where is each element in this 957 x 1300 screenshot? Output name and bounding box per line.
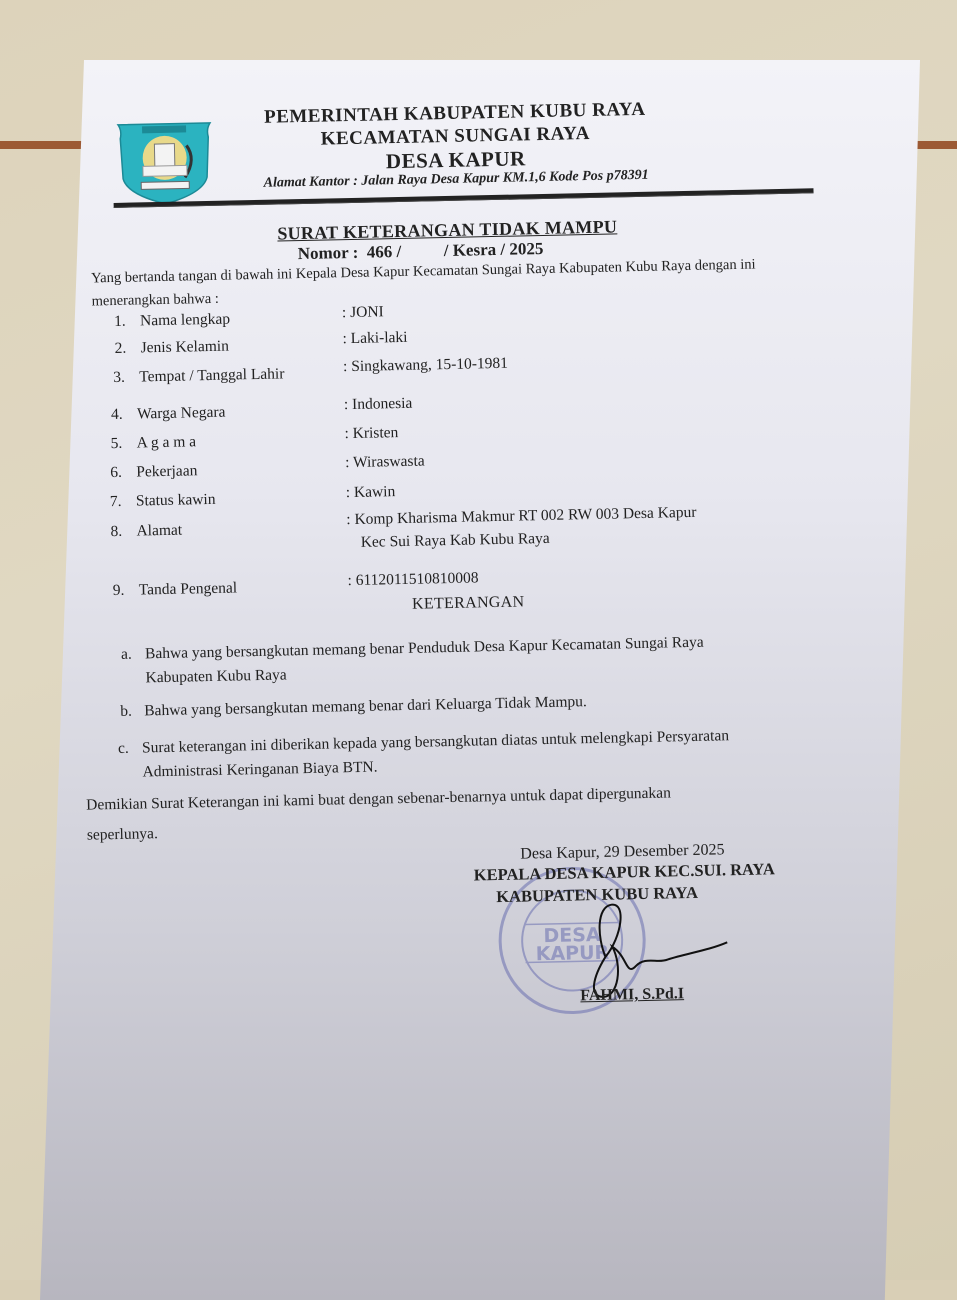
svg-text:KAPUR: KAPUR <box>535 941 610 966</box>
field-value: : Singkawang, 15-10-1981 <box>342 354 509 376</box>
field-value: : Komp Kharisma Makmur RT 002 RW 003 Desa Kapur <box>346 503 697 529</box>
field-row <box>110 430 341 453</box>
signature-place-date: Desa Kapur, 29 Desember 2025 <box>520 841 725 863</box>
field-label: Pekerjaan <box>136 462 198 481</box>
field-value: : Kristen <box>344 424 399 443</box>
closing-line-1: Demikian Surat Keterangan ini kami buat dengan sebenar-benarnya untuk dapat dipergunakan <box>86 784 672 814</box>
field-value: : Indonesia <box>343 394 413 414</box>
letterhead-address: Alamat Kantor : Jalan Raya Desa Kapur KM.1,6 Kode Pos p78391 <box>263 167 649 191</box>
item-text: Bahwa yang bersangkutan memang benar Penduduk Desa Kapur Kecamatan Sungai Raya <box>144 633 704 663</box>
field-value: : 6112011510810008 <box>347 569 479 590</box>
field-label: Tanda Pengenal <box>138 579 238 599</box>
field-label: Tempat / Tanggal Lahir <box>139 365 285 386</box>
item-text: Bahwa yang bersangkutan memang benar dari Keluarga Tidak Mampu. <box>144 693 587 720</box>
signatory-title-1: KEPALA DESA KAPUR KEC.SUI. RAYA <box>473 859 775 885</box>
item-text-continuation: Kabupaten Kubu Raya <box>145 666 287 687</box>
field-number: 4. <box>110 405 123 424</box>
keterangan-item-c <box>118 722 839 785</box>
field-row <box>111 401 342 424</box>
field-number: 8. <box>110 522 123 541</box>
field-row <box>110 518 341 541</box>
svg-text:DESA: DESA <box>543 923 601 948</box>
closing-paragraph <box>86 776 787 851</box>
keterangan-item-b <box>120 690 587 724</box>
field-number: 1. <box>113 312 126 330</box>
item-letter: c. <box>117 739 129 757</box>
field-label: A g a m a <box>136 433 197 452</box>
field-label: Status kawin <box>135 490 216 510</box>
field-number: 2. <box>114 339 127 357</box>
item-text-continuation: Administrasi Keringanan Biaya BTN. <box>142 758 378 781</box>
field-row <box>113 364 344 387</box>
item-letter: a. <box>120 645 133 663</box>
item-text: Surat keterangan ini diberikan kepada yang bersangkutan diatas untuk melengkapi Persyaratan <box>141 727 730 757</box>
field-row <box>110 488 341 511</box>
field-value: : Laki-laki <box>342 328 408 348</box>
closing-line-2: seperlunya. <box>86 825 159 844</box>
field-label: Warga Negara <box>136 403 226 423</box>
field-value-continuation: Kec Sui Raya Kab Kubu Raya <box>360 529 550 551</box>
item-letter: b. <box>120 702 133 720</box>
field-row <box>110 459 341 482</box>
kabupaten-kubu-raya-emblem-icon <box>112 115 218 207</box>
field-row <box>114 308 345 331</box>
intro-paragraph: Yang bertanda tangan di bawah ini Kepala Desa Kapur Kecamatan Sungai Raya Kabupaten Kubu Raya dengan ini menerangkan bahwa : <box>91 256 756 310</box>
field-label: Alamat <box>136 521 183 540</box>
field-row <box>114 335 345 358</box>
letterhead-line-3: DESA KAPUR <box>385 146 526 174</box>
keterangan-item-a <box>121 628 822 691</box>
field-label: Nama lengkap <box>139 310 231 330</box>
field-value: : Kawin <box>345 483 396 502</box>
letterhead-line-2: KECAMATAN SUNGAI RAYA <box>320 122 591 150</box>
field-value: : JONI <box>341 303 384 322</box>
field-number: 9. <box>112 581 125 600</box>
letterhead-line-1: PEMERINTAH KABUPATEN KUBU RAYA <box>263 98 646 128</box>
field-label: Jenis Kelamin <box>140 337 230 357</box>
field-number: 6. <box>110 463 123 482</box>
document-number: Nomor : 466 / / Kesra / 2025 <box>297 238 544 264</box>
signatory-name: FAHMI, S.Pd.I <box>580 985 685 1005</box>
field-value: : Wiraswasta <box>344 452 425 472</box>
field-number: 5. <box>110 434 123 453</box>
field-number: 3. <box>113 368 126 387</box>
signatory-title-2: KABUPATEN KUBU RAYA <box>496 882 699 907</box>
field-row <box>113 577 344 600</box>
keterangan-heading: KETERANGAN <box>411 593 525 613</box>
document-title: SURAT KETERANGAN TIDAK MAMPU <box>277 216 618 244</box>
field-number: 7. <box>109 492 122 511</box>
